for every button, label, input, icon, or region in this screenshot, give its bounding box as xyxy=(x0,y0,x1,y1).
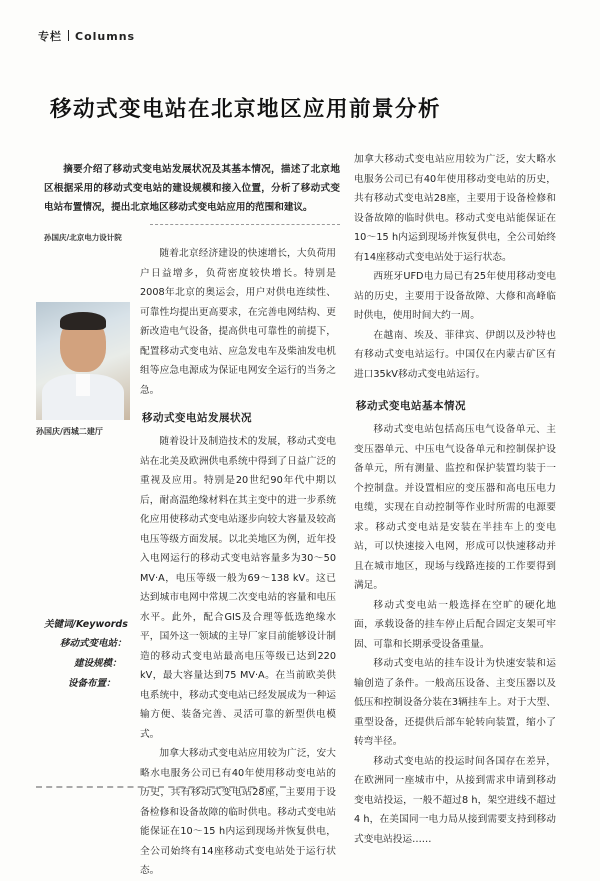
author-line: 孙国庆/北京电力设计院 xyxy=(44,233,122,242)
photo-collar xyxy=(76,374,90,396)
author-photo xyxy=(36,302,130,420)
photo-hair xyxy=(60,312,106,330)
header-divider xyxy=(68,30,69,41)
body-column-middle xyxy=(140,244,336,876)
body-paragraph: 移动式变电站一般选择在空旷的硬化地面，承载设备的挂车停止后配合固定支架可牢固、可靠和长期承受设备重量。 xyxy=(354,599,556,650)
body-paragraph: 随着设计及制造技术的发展，移动式变电站在北美及欧洲供电系统中得到了日益广泛的重视及应用。特别是20世纪90年代中期以后，耐高温绝缘材料在其主变中的进一步系统化应用使移动式变电站逐步向较大容量及较高电压等级方面发展。以北美地区为例，近年投入电网运行的移动式变电站容量多为30～50 MV·A，电压等级一般为69～138 kV。这已达到城市电网中常规二次变电站的容量和电压水平。此外，配合GIS及合理等低选绝缘水平，国外这一领域的主导厂家目前能够设计制造的移动式变电站最高电压等级已达到220 kV，最大容量达到75 MV·A。在当前欧美供电系统中，移动式变电站已经发展成为一种运输方便、装备完善、灵活可靠的新型供电模式。 xyxy=(140,436,336,740)
article-title: 移动式变电站在北京地区应用前景分析 xyxy=(50,97,442,122)
keyword-item: 设备布置： xyxy=(68,678,116,689)
body-column-right xyxy=(354,150,556,845)
body-paragraph: 在越南、埃及、菲律宾、伊朗以及沙特也有移动式变电站运行。中国仅在内蒙古矿区有进口35kV移动式变电站运行。 xyxy=(354,329,556,380)
body-paragraph: 加拿大移动式变电站应用较为广泛，安大略水电服务公司已有40年使用移动变电站的历史，共有移动式变电站28座，主要用于设备检修和设备故障的临时供电。移动式变电站能保证在10～15 h内运到现场并恢复供电，全公司始终有14座移动式变电站处于运行状态。 xyxy=(140,748,336,876)
keywords-label: 关键词/Keywords xyxy=(44,619,128,630)
keyword-item: 移动式变电站： xyxy=(60,638,127,649)
section-label-en: Columns xyxy=(75,30,136,43)
keyword-item: 建设规模： xyxy=(74,658,122,669)
section-heading: 移动式变电站发展状况 xyxy=(142,412,252,424)
section-header xyxy=(38,28,135,44)
intro-paragraph: 随着北京经济建设的快速增长，大负荷用户日益增多，负荷密度较快增长。特别是2008年北京的奥运会，用户对供电连续性、可靠性均提出更高要求，在完善电网结构、更新改造电气设备，提高供电可靠性的前提下，配置移动式变电站、应急发电车及柴油发电机组等应急电源成为保证电网安全运行的当务之急。 xyxy=(140,248,336,396)
body-paragraph: 移动式变电站的挂车设计为快速安装和运输创造了条件。一般高压设备、主变压器以及低压和控制设备分装在3辆挂车上。对于大型、重型设备，还提供后部车轮转向装置，缩小了转弯半径。 xyxy=(354,658,556,747)
abstract-divider xyxy=(150,224,340,225)
body-paragraph: 移动式变电站包括高压电气设备单元、主变压器单元、中压电气设备单元和控制保护设备单元，所有测量、监控和保护装置均装于一个控制盘。并设置相应的变压器和高电压电力电缆，实现在自动控制等作业时所需的电源要求。移动式变电站是安装在半挂车上的变电站，可以快速接入电网，形成可以快速移动并且在城市地区，现场与线路连接的工作要得到满足。 xyxy=(354,424,556,591)
section-heading: 移动式变电站基本情况 xyxy=(356,400,466,412)
article-abstract: 摘要介绍了移动式变电站发展状况及其基本情况，描述了北京地区根据采用的移动式变电站的建设规模和接入位置，分析了移动式变电站布置情况，提出北京地区移动式变电站应用的范围和建议。 xyxy=(44,163,340,214)
photo-caption: 孙国庆/西城二建厅 xyxy=(36,427,103,436)
body-paragraph: 移动式变电站的投运时间各国存在差异，在欧洲同一座城市中，从接到需求申请到移动变电站投运，一般不超过8 h，架空进线不超过4 h，在美国同一电力局从接到需要支持到移动式变电站投运…… xyxy=(354,755,556,845)
footer-rule xyxy=(36,786,286,788)
section-label-cn: 专栏 xyxy=(38,30,62,43)
body-paragraph: 西班牙UFD电力局已有25年使用移动变电站的历史，主要用于设备故障、大修和高峰临时供电，使用时间大约一周。 xyxy=(354,271,556,321)
body-paragraph: 加拿大移动式变电站应用较为广泛，安大略水电服务公司已有40年使用移动变电站的历史，共有移动式变电站28座，主要用于设备检修和设备故障的临时供电。移动式变电站能保证在10～15 h内运到现场并恢复供电，全公司始终有14座移动式变电站处于运行状态。 xyxy=(354,154,556,263)
